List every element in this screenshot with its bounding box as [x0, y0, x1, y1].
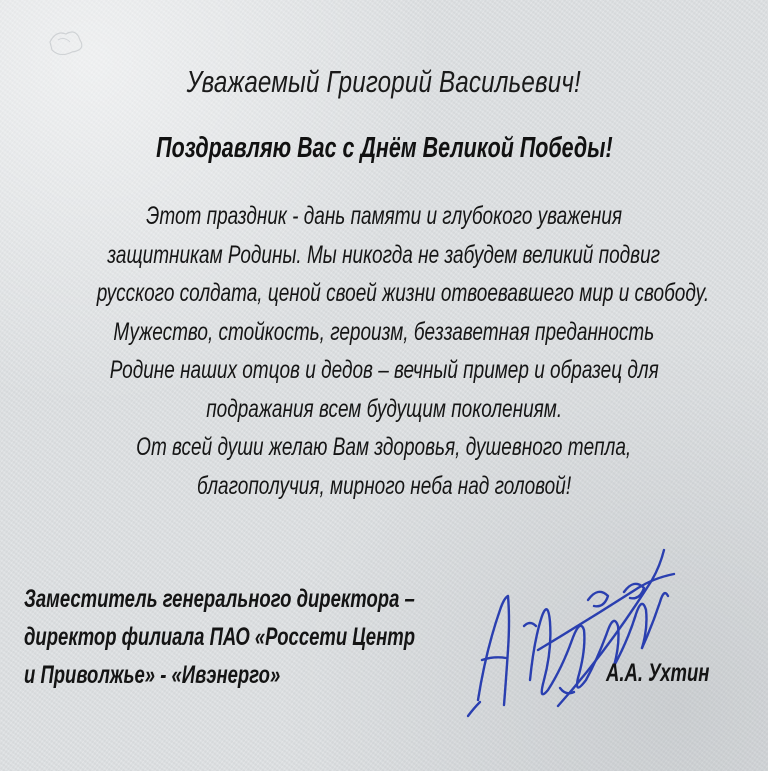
body-line: Родине наших отцов и дедов – вечный пример и образец для	[109, 356, 659, 384]
paper-blemish	[42, 22, 90, 62]
letter-body	[0, 197, 768, 505]
title-line: Заместитель генерального директора –	[24, 585, 415, 613]
handwritten-signature	[438, 530, 688, 730]
title-line: директор филиала ПАО «Россети Центр	[24, 623, 415, 651]
congratulation-heading: Поздравляю Вас с Днём Великой Победы!	[155, 132, 613, 164]
signatory-title	[24, 580, 484, 694]
body-line: русского солдата, ценой своей жизни отвоевавшего мир и свободу.	[96, 279, 710, 307]
title-line: и Приволжье» - «Ивэнерго»	[24, 661, 281, 689]
salutation: Уважаемый Григорий Васильевич!	[186, 64, 582, 99]
body-line: Этот праздник - дань памяти и глубокого уважения	[146, 202, 622, 230]
body-line: От всей души желаю Вам здоровья, душевного тепла,	[136, 433, 632, 461]
signer-name: А.А. Ухтин	[606, 659, 710, 687]
body-line: благополучия, мирного неба над головой!	[196, 471, 572, 500]
body-line: подражания всем будущим поколениям.	[206, 394, 562, 423]
body-line: Мужество, стойкость, героизм, беззаветная преданность	[113, 317, 655, 346]
body-line: защитникам Родины. Мы никогда не забудем великий подвиг	[107, 240, 661, 269]
